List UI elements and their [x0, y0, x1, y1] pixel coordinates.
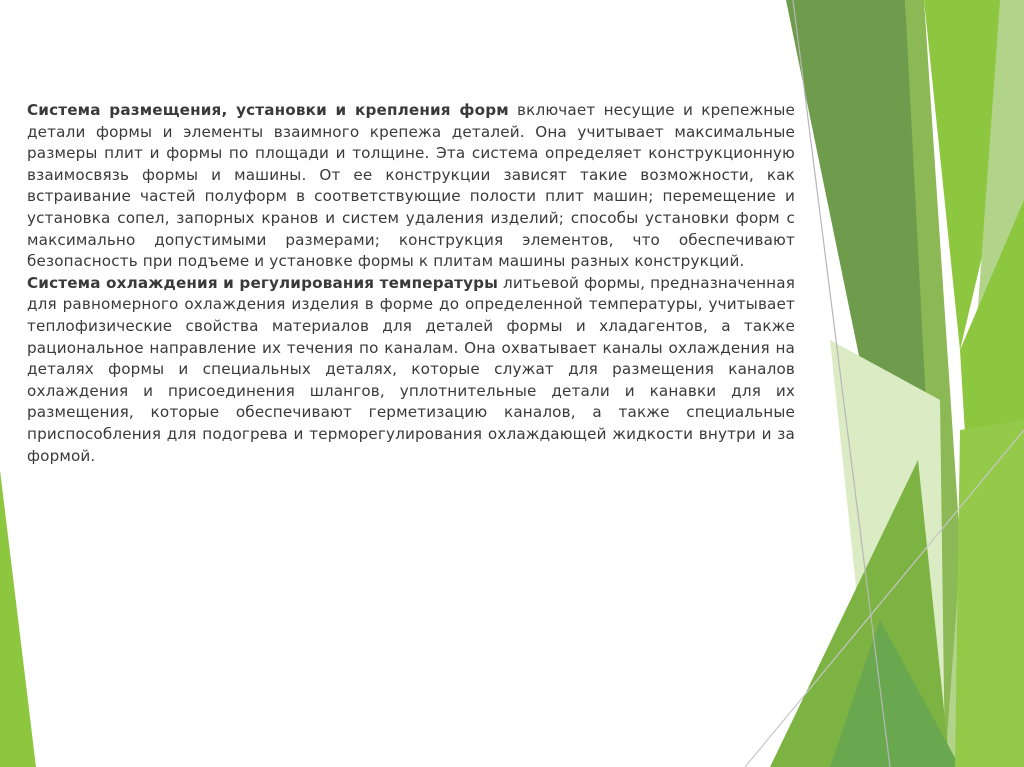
paragraph-heading-bold: Система размещения, установки и крепления форм [27, 101, 509, 119]
paragraph-heading-bold: Система охлаждения и регулирования температуры [27, 273, 499, 292]
paragraph-body: включает несущие и крепежные детали формы и элементы взаимного крепежа деталей. Она учитывает максимальные размеры плит и формы по площади и толщине. Эта система определяет конструкционную взаимосвязь формы и машины. От ее конструкции зависят такие возможности, как встраивание частей полуформ в соответствующие полости плит машин; перемещение и установка сопел, запорных кранов и систем удаления изделий; способы установки форм с максимально допустимыми размерами; конструкция элементов, что обеспечивают безопасность при подъеме и установке формы к плитам машины разных конструкций. [27, 101, 795, 271]
paragraph-body: литьевой формы, предназначенная для равномерного охлаждения изделия в форме до определенной температуры, учитывает теплофизические свойства материалов для деталей формы и хладагентов, а также рациональное направление их течения по каналам. Она охватывает каналы охлаждения на деталях формы и специальных деталях, которые служат для размещения каналов охлаждения и присоединения шлангов, уплотнительные детали и канавки для их размещения, которые обеспечивают герметизацию каналов, а также специальные приспособления для подогрева и терморегулирования охлаждающей жидкости внутри и за формой. [27, 273, 795, 465]
paragraph-cooling-system [27, 273, 795, 467]
body-text [27, 100, 795, 467]
paragraph-mounting-system [27, 100, 795, 273]
left-green-sliver [0, 470, 36, 767]
